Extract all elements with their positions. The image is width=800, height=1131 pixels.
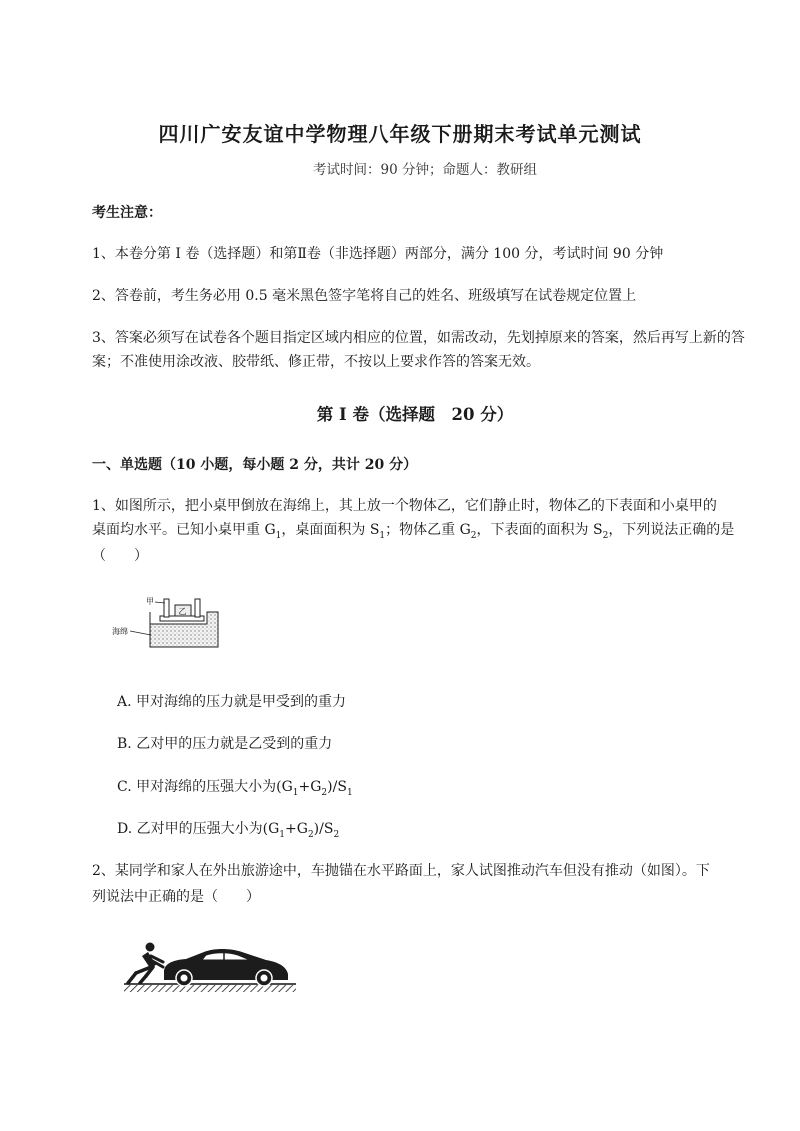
note-item-2: 2、答卷前，考生务必用 0.5 毫米黑色签字笔将自己的姓名、班级填写在试卷规定位置上	[92, 288, 637, 304]
q1-figure-table-on-sponge	[110, 590, 230, 650]
q1-option-b[interactable]: B. 乙对甲的压力就是乙受到的重力	[117, 736, 333, 752]
table-leg-right	[195, 599, 200, 617]
note-item-1: 1、本卷分第 I 卷（选择题）和第Ⅱ卷（非选择题）两部分，满分 100 分，考试时间 90 分钟	[92, 246, 664, 262]
q1-stem-line3: （ ）	[92, 548, 148, 564]
q1-stem-line1: 1、如图所示，把小桌甲倒放在海绵上，其上放一个物体乙，它们静止时，物体乙的下表面和小桌甲的	[92, 498, 717, 514]
label-jia: 甲	[146, 597, 154, 606]
q2-stem-line1: 2、某同学和家人在外出旅游途中，车抛锚在水平路面上，家人试图推动汽车但没有推动（如图）。下	[92, 863, 710, 879]
section-title: 第 I 卷（选择题 20 分）	[316, 405, 514, 424]
q1-option-c[interactable]: C. 甲对海绵的压强大小为$(G_1+G_2)/S_1$	[117, 779, 353, 798]
q2-figure-pushing-car	[120, 938, 298, 996]
label-sponge: 海绵	[112, 627, 128, 636]
part-heading: 一、单选题（10 小题，每小题 2 分，共计 20 分）	[92, 457, 418, 473]
exam-info: 考试时间：90 分钟；命题人：教研组	[313, 162, 537, 178]
q1-option-d[interactable]: D. 乙对甲的压强大小为$(G_1+G_2)/S_2$	[117, 821, 340, 840]
ground-hatch	[124, 985, 296, 992]
table-leg-left	[164, 599, 169, 617]
q1-option-a[interactable]: A. 甲对海绵的压力就是甲受到的重力	[117, 694, 347, 710]
page-title: 四川广安友谊中学物理八年级下册期末考试单元测试	[158, 122, 642, 146]
q1-stem-line2: 桌面均水平。已知小桌甲重 $G_1$，桌面面积为 $S_1$；物体乙重 $G_2$，下表面的面积为 $S_2$，下列说法正确的是	[92, 522, 735, 541]
q2-stem-line2: 列说法中正确的是（ ）	[92, 889, 260, 905]
notes-heading: 考生注意：	[92, 205, 162, 221]
pointer-sponge	[130, 631, 151, 635]
label-yi: 乙	[178, 607, 187, 616]
person-pushing	[128, 943, 163, 984]
note-item-3: 3、答案必须写在试卷各个题目指定区域内相应的位置，如需改动，先划掉原来的答案，然后再写上新的答案；不准使用涂改液、胶带纸、修正带，不按以上要求作答的答案无效。	[92, 330, 745, 370]
